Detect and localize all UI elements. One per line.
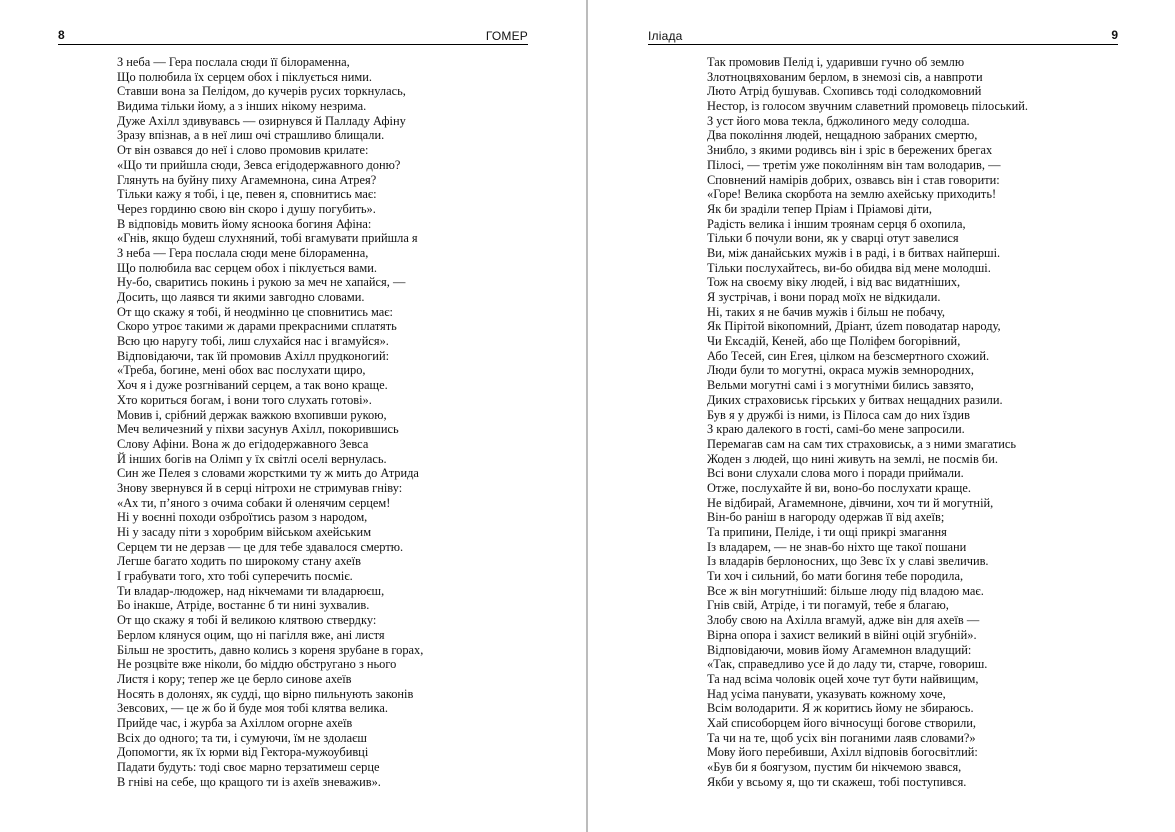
verse-line: Скоро утроє такими ж дарами прекрасними сплатять xyxy=(117,319,397,334)
verse-line: Досить, що лаявся ти якими завгодно словами. xyxy=(117,290,365,304)
verse-line: Меч величезний у піхви засунув Ахілл, покорившись xyxy=(117,422,399,437)
verse-line: Радість велика і іншим троянам серця б охопила, xyxy=(707,216,966,231)
right-page-number: 9 xyxy=(1111,28,1118,42)
verse-line: Та над всіма чоловік оцей хоче тут бути найвищим, xyxy=(707,671,979,686)
verse-line: Ви, між данайських мужів і в раді, і в битвах найперші. xyxy=(707,245,1001,260)
verse-line: Дуже Ахілл здивувавсь — озирнувся й Палладу Афіну xyxy=(117,113,406,128)
right-header-rule xyxy=(648,44,1118,45)
verse-line: Глянуть на буйну пиху Агамемнона, сина Атрея? xyxy=(117,172,377,187)
verse-line: Був я у дружбі із ними, із Пілоса сам до них їздив xyxy=(707,407,970,422)
verse-line: Що полюбила їх серцем обох і піклується ними. xyxy=(117,69,372,84)
verse-line: Й інших богів на Олімп у їх світлі оселі вернулась. xyxy=(117,451,387,466)
left-page-number: 8 xyxy=(58,28,65,42)
verse-line: Знибло, з якими родивсь він і зріс в бережених брегах xyxy=(707,143,993,158)
verse-line: «Треба, богине, мені обох вас послухати щиро, xyxy=(117,363,366,378)
verse-line: Вельми могутні самі і з могутніми бились завзято, xyxy=(707,378,974,393)
left-page xyxy=(0,0,587,832)
verse-line: Люди були то могутні, окраса мужів земнородних, xyxy=(707,363,974,378)
verse-line: Хоч я і дуже розгніваний серцем, а так воно краще. xyxy=(117,378,388,393)
verse-line: Гнів свій, Атріде, і ти погамуй, тебе я благаю, xyxy=(707,598,949,613)
verse-line: Вірна опора і захист великий в війні оцій згубній». xyxy=(707,627,977,642)
left-page-header xyxy=(58,26,528,46)
verse-line: Диких страховиськ гірських у битвах нещадних разили. xyxy=(707,392,1003,407)
verse-line: Хай списоборцем його вічносущі богове створили, xyxy=(707,715,977,730)
verse-line: Тільки б почули вони, як у сварці отут завелися xyxy=(707,231,959,246)
verse-line: Ні у засаду піти з хоробрим військом ахейським xyxy=(117,525,372,539)
verse-line: І грабувати того, хто тобі суперечить посміє. xyxy=(117,569,353,584)
verse-line: З уст його мова текла, бджолиного меду солодша. xyxy=(707,113,970,128)
verse-line: Нестор, із голосом звучним славетний промовець пілоський. xyxy=(707,99,1029,114)
verse-line: Як би зраділи тепер Пріам і Пріамові діти, xyxy=(707,201,932,216)
verse-line: Два покоління людей, нещадною забраних смертю, xyxy=(707,128,978,143)
right-page-header xyxy=(648,26,1118,46)
verse-line: Син же Пелея з словами жорсткими ту ж мить до Атрида xyxy=(117,466,419,481)
verse-line: «Гнів, якщо будеш слухняний, тобі вгамувати прийшла я xyxy=(117,231,418,246)
left-header-rule xyxy=(58,44,528,45)
left-poem-text xyxy=(117,55,423,789)
verse-line: Берлом клянуся оцим, що ні пагілля вже, ані листя xyxy=(117,627,385,642)
verse-line: Не відбирай, Агамемноне, дівчини, хоч ти й могутній, xyxy=(707,495,994,510)
verse-line: Або Тесей, син Егея, цілком на безсмертного схожий. xyxy=(707,348,990,363)
verse-line: Із владарів берлоносних, що Зевс їх у славі звеличив. xyxy=(707,554,989,569)
verse-line: Допомогти, як їх юрми від Гектора-мужоубивці xyxy=(117,745,369,760)
right-poem-text xyxy=(707,55,1028,789)
verse-line: З краю далекого в гості, самі-бо мене запросили. xyxy=(707,422,965,437)
verse-line: Отже, послухайте й ви, воно-бо послухати краще. xyxy=(707,480,971,495)
verse-line: Легше багато ходить по широкому стану ахеїв xyxy=(117,554,361,569)
verse-line: Я зустрічав, і вони порад моїх не відкидали. xyxy=(707,290,941,304)
verse-line: Всі вони слухали слова мого і поради приймали. xyxy=(707,466,964,481)
verse-line: Ні, таких я не бачив мужів і більш не побачу, xyxy=(707,304,945,319)
verse-line: Тільки кажу я тобі, і це, певен я, сповнитись має: xyxy=(117,187,377,202)
verse-line: Злотноцвяхованим берлом, в знемозі сів, а навпроти xyxy=(707,69,983,84)
verse-line: Прийде час, і журба за Ахіллом огорне ахеїв xyxy=(117,715,353,730)
verse-line: Над усіма панувати, указувать кожному хоче, xyxy=(707,686,946,701)
verse-line: Якби у всьому я, що ти скажеш, тобі поступився. xyxy=(707,774,967,789)
verse-line: Видима тільки йому, а з інших нікому незрима. xyxy=(117,99,367,114)
verse-line: Листя і кору; тепер же це берло синове ахеїв xyxy=(117,671,352,686)
verse-line: Серцем ти не дерзав — це для тебе здавалося смертю. xyxy=(117,539,404,554)
verse-line: Все ж він могутніший: більше люду під владою має. xyxy=(707,583,984,598)
left-running-head: ГОМЕР xyxy=(485,29,528,43)
verse-line: Так промовив Пелід і, ударивши гучно об землю xyxy=(707,55,965,69)
verse-line: Хто кориться богам, і вони того слухать готові». xyxy=(117,392,372,407)
verse-line: Із владарем, — не знав-бо ніхто ще такої пошани xyxy=(707,539,967,554)
verse-line: «Що ти прийшла сюди, Зевса егідодержавного доню? xyxy=(117,157,401,172)
verse-line: Ти владар-людожер, над нікчемами ти владарюєш, xyxy=(117,583,385,598)
verse-line: От що скажу я тобі, й неодмінно це сповнитись має: xyxy=(117,304,393,319)
verse-line: Сповнений намірів добрих, озвавсь він і став говорити: xyxy=(707,172,1000,187)
verse-line: Жоден з людей, що нині живуть на землі, не посмів би. xyxy=(707,451,998,466)
verse-line: Як Пірітой вікопомний, Дріант, územ поводатар народу, xyxy=(707,319,1001,334)
verse-line: Ні у воєнні походи озброїтись разом з народом, xyxy=(117,510,368,525)
verse-line: Через гординю свою він скоро і душу погубить». xyxy=(117,201,376,216)
verse-line: В відповідь мовить йому ясноока богиня Афіна: xyxy=(117,216,372,231)
verse-line: Що полюбила вас серцем обох і піклується вами. xyxy=(117,260,377,275)
verse-line: Ставши вона за Пелідом, до кучерів русих торкнулась, xyxy=(117,84,406,99)
verse-line: «Горе! Велика скорбота на землю ахейську приходить! xyxy=(707,187,997,202)
verse-line: З неба — Гера послала сюди її білораменна, xyxy=(117,55,350,69)
verse-line: Він-бо раніш в нагороду одержав її від ахеїв; xyxy=(707,510,945,525)
verse-line: Відповідаючи, мовив йому Агамемнон владущий: xyxy=(707,642,972,657)
verse-line: Бо інакше, Атріде, востаннє б ти нині зухвалив. xyxy=(117,598,370,613)
verse-line: Всім володарити. Я ж коритись йому не збираюсь. xyxy=(707,701,974,716)
verse-line: Носять в долонях, як судді, що вірно пильнують законів xyxy=(117,686,414,701)
verse-line: «Був би я боягузом, пустим би нікчемою звався, xyxy=(707,760,962,774)
verse-line: От що скажу я тобі й великою клятвою ствердку: xyxy=(117,613,377,628)
verse-line: Тож на своєму віку людей, і від вас видатніших, xyxy=(707,275,961,290)
verse-line: «Так, справедливо усе й до ладу ти, старче, говориш. xyxy=(707,657,988,672)
verse-line: Падати будуть: тоді своє марно терзатимеш серце xyxy=(117,760,380,774)
verse-line: Зевсових, — це ж бо й буде моя тобі клятва велика. xyxy=(117,701,388,716)
verse-line: Слову Афіни. Вона ж до егідодержавного Зевса xyxy=(117,436,369,451)
verse-line: З неба — Гера послала сюди мене білораменна, xyxy=(117,245,369,260)
right-running-head: Іліада xyxy=(648,29,683,43)
verse-line: Знову звернувся й в серці нітрохи не стримував гніву: xyxy=(117,480,403,495)
verse-line: Мовив і, срібний держак важкою вхопивши рукою, xyxy=(117,407,387,422)
verse-line: Перемагав сам на сам тих страховиськ, а з ними змагатись xyxy=(707,436,1017,451)
right-page xyxy=(588,0,1175,832)
verse-line: Більш не зростить, давно колись з кореня зрубане в горах, xyxy=(117,642,424,657)
verse-line: Люто Атрід бушував. Схопивсь тоді солодкомовний xyxy=(707,84,982,99)
verse-line: В гніві на себе, що кращого ти із ахеїв зневажив». xyxy=(117,774,381,789)
verse-line: Пілосі, — третім уже поколінням він там володарив, — xyxy=(707,157,1001,172)
verse-line: Не розцвіте вже ніколи, бо міддю обстругано з нього xyxy=(117,657,397,672)
verse-line: «Ах ти, п’яного з очима собаки й оленячим серцем! xyxy=(117,495,391,510)
verse-line: Відповідаючи, так їй промовив Ахілл прудконогий: xyxy=(117,348,390,363)
verse-line: Злобу свою на Ахілла вгамуй, адже він для ахеїв — xyxy=(707,613,980,628)
verse-line: Ти хоч і сильний, бо мати богиня тебе породила, xyxy=(707,569,964,584)
verse-line: Ну-бо, сваритись покинь і рукою за меч не хапайся, — xyxy=(117,275,406,290)
verse-line: Всю цю наругу тобі, лиш слухайся нас і вгамуйся». xyxy=(117,334,389,349)
verse-line: Мову його перебивши, Ахілл відповів богосвітлий: xyxy=(707,745,978,760)
verse-line: Та припини, Пеліде, і ти ощі прикрі змагання xyxy=(707,525,947,539)
verse-line: Тільки послухайтесь, ви-бо обидва від мене молодші. xyxy=(707,260,991,275)
verse-line: От він озвався до неї і слово промовив крилате: xyxy=(117,143,369,158)
verse-line: Чи Ексадій, Кеней, або ще Поліфем богорівний, xyxy=(707,334,961,349)
verse-line: Всіх до одного; та ти, і сумуючи, їм не здолаєш xyxy=(117,730,367,745)
verse-line: Та чи на те, щоб усіх він поганими лаяв словами?» xyxy=(707,730,976,745)
verse-line: Зразу впізнав, а в неї лиш очі страшливо блищали. xyxy=(117,128,385,143)
